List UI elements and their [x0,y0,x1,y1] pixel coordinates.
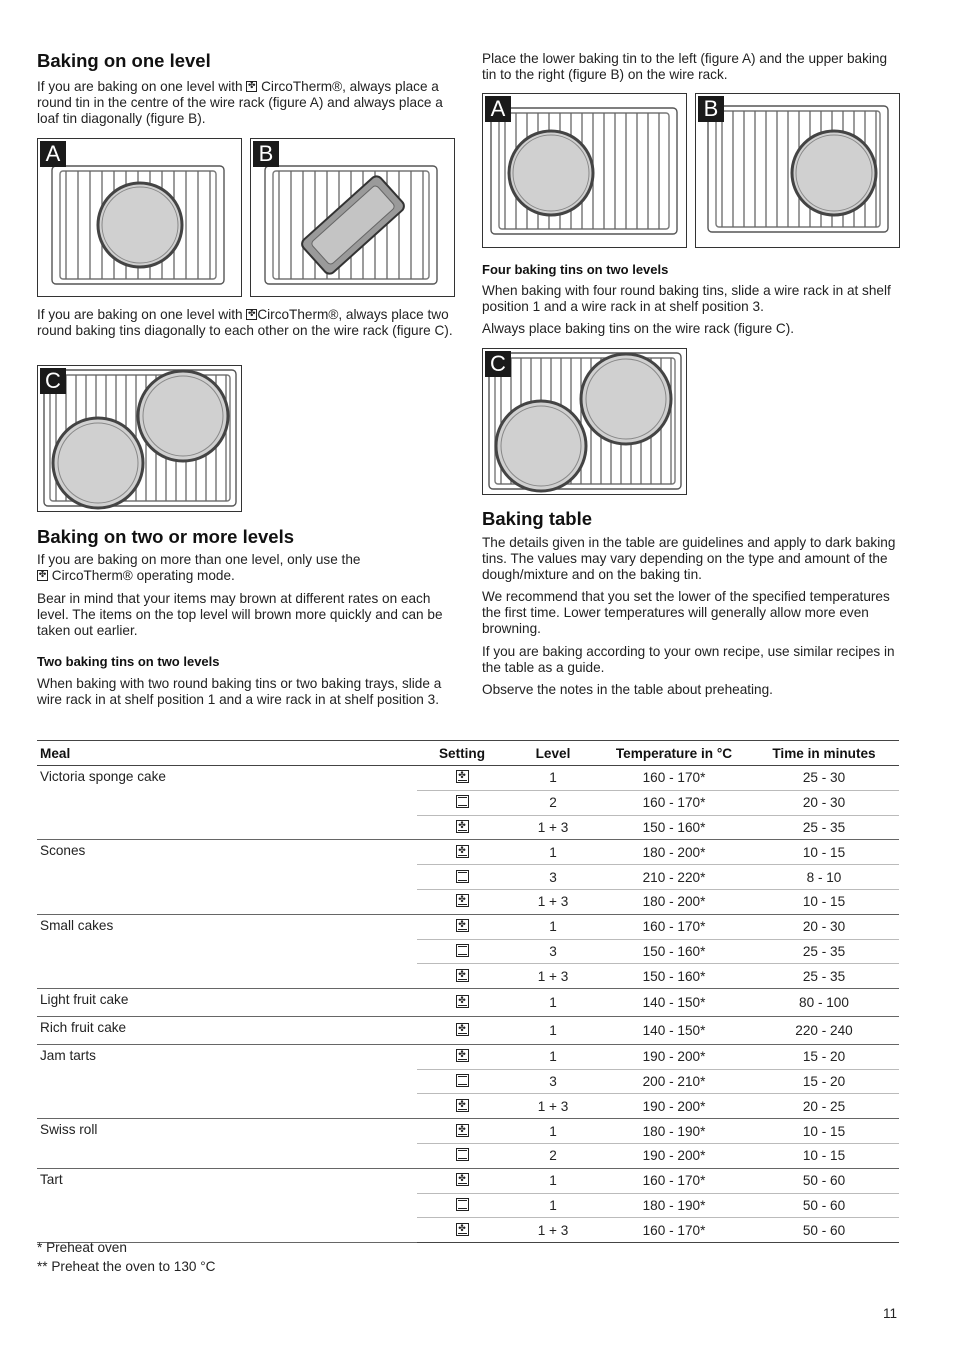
column-header-level: Level [507,741,599,766]
circotherm-icon [456,1223,469,1236]
cell-time: 25 - 35 [749,939,899,964]
figure-c-two-tins-diagonal [482,348,687,495]
paragraph-two-tins-one-level [37,307,455,339]
figure-b-loaf-tin [250,138,455,297]
rack-illustration [483,94,686,247]
circotherm-icon [456,1023,469,1036]
cell-temp: 150 - 160* [599,815,749,840]
circotherm-icon [456,1049,469,1062]
cell-temp: 140 - 150* [599,989,749,1017]
cell-level: 1 [507,1016,599,1044]
column-header-temperature: Temperature in °C [599,741,749,766]
text: CircoTherm®, always place a round tin in the centre of the wire rack (figure A) and always place a loaf tin diagonally (figure B). [37,79,443,127]
cell-level: 1 [507,1119,599,1144]
column-header-setting: Setting [417,741,507,766]
cell-temp: 180 - 190* [599,1119,749,1144]
cell-setting [417,865,507,890]
text: CircoTherm® operating mode. [51,568,235,584]
cell-time: 10 - 15 [749,889,899,914]
cell-temp: 200 - 210* [599,1069,749,1094]
circotherm-icon [456,1124,469,1137]
table-body [37,766,899,1243]
cell-level: 3 [507,1069,599,1094]
cell-setting [417,1069,507,1094]
cell-time: 10 - 15 [749,1119,899,1144]
cell-time: 50 - 60 [749,1168,899,1193]
rack-illustration [38,139,241,296]
table-row [37,1044,899,1069]
rack-illustration [696,94,899,247]
paragraph-lower-temperature: We recommend that you set the lower of the specified temperatures the first time. Lower temperatures will generally allow more even browning. [482,589,890,637]
cell-setting [417,1193,507,1218]
cell-level: 1 [507,989,599,1017]
cell-setting [417,1119,507,1144]
column-header-meal: Meal [37,741,417,766]
cell-time: 10 - 15 [749,840,899,865]
cell-level: 1 + 3 [507,1218,599,1243]
cell-time: 50 - 60 [749,1218,899,1243]
cell-level: 1 [507,1193,599,1218]
paragraph-table-guidelines: The details given in the table are guidelines and apply to dark baking tins. The values may vary depending on the type and amount of the dough/mixture and on the baking tin. [482,535,896,583]
cell-time: 10 - 15 [749,1143,899,1168]
cell-meal: Small cakes [37,914,417,988]
cell-temp: 180 - 200* [599,840,749,865]
circotherm-icon [456,1099,469,1112]
table-row [37,840,899,865]
table-row [37,1016,899,1044]
baking-table [37,740,899,1243]
paragraph-own-recipe: If you are baking according to your own recipe, use similar recipes in the table as a guide. [482,644,895,676]
cell-setting [417,840,507,865]
cell-meal: Jam tarts [37,1044,417,1118]
cell-time: 220 - 240 [749,1016,899,1044]
cell-setting [417,889,507,914]
cell-time: 20 - 30 [749,790,899,815]
rack-illustration [251,139,454,296]
circotherm-icon [456,969,469,982]
cell-level: 1 [507,840,599,865]
cell-time: 50 - 60 [749,1193,899,1218]
circotherm-icon [456,995,469,1008]
table-header-row [37,741,899,766]
circotherm-icon [246,81,257,92]
figure-label-c: C [485,351,511,377]
rack-illustration [38,366,241,511]
cell-setting [417,1094,507,1119]
heading-four-tins-two-levels: Four baking tins on two levels [482,262,669,277]
top-bottom-heating-icon [456,1198,469,1211]
cell-level: 3 [507,939,599,964]
cell-time: 15 - 20 [749,1069,899,1094]
cell-level: 3 [507,865,599,890]
text: If you are baking on one level with [37,79,243,94]
footnote-preheat: * Preheat oven [37,1240,127,1255]
cell-level: 1 [507,1168,599,1193]
cell-temp: 180 - 200* [599,889,749,914]
cell-level: 1 + 3 [507,964,599,989]
cell-setting [417,766,507,791]
cell-meal: Victoria sponge cake [37,766,417,840]
circotherm-icon [246,309,257,320]
circotherm-icon [456,1173,469,1186]
cell-time: 20 - 30 [749,914,899,939]
cell-level: 1 + 3 [507,815,599,840]
top-bottom-heating-icon [456,795,469,808]
circotherm-icon [456,919,469,932]
heading-baking-one-level: Baking on one level [37,50,211,71]
paragraph-place-on-rack: Always place baking tins on the wire rack (figure C). [482,321,795,336]
circotherm-icon [456,770,469,783]
table-row [37,1119,899,1144]
top-bottom-heating-icon [456,870,469,883]
paragraph-lower-upper-tin: Place the lower baking tin to the left (figure A) and the upper baking tin to the right (figure B) on the wire rack. [482,51,888,83]
circotherm-icon [456,894,469,907]
figure-b-upper-tin-right [695,93,900,248]
heading-baking-table: Baking table [482,508,592,529]
cell-time: 25 - 35 [749,815,899,840]
paragraph-two-tins-two-levels: When baking with two round baking tins or two baking trays, slide a wire rack in at shelf position 1 and a wire rack in at shelf position 3. [37,676,442,708]
cell-time: 20 - 25 [749,1094,899,1119]
rack-illustration [483,349,686,494]
footnote-preheat-130: ** Preheat the oven to 130 °C [37,1259,216,1274]
cell-meal: Light fruit cake [37,989,417,1017]
cell-temp: 190 - 200* [599,1143,749,1168]
text: If you are baking on one level with [37,307,243,322]
cell-setting [417,989,507,1017]
figure-label-c: C [40,368,66,394]
cell-meal: Scones [37,840,417,914]
cell-setting [417,914,507,939]
cell-setting [417,939,507,964]
heading-two-tins-two-levels: Two baking tins on two levels [37,654,220,669]
column-header-time: Time in minutes [749,741,899,766]
cell-temp: 180 - 190* [599,1193,749,1218]
text: CircoTherm®, always place two round baking tins diagonally to each other on the wire rack (figure C). [37,307,453,339]
figure-label-a: A [485,96,511,122]
cell-level: 2 [507,790,599,815]
text: If you are baking on more than one level, only use the [37,552,361,567]
figure-a-lower-tin-left [482,93,687,248]
top-bottom-heating-icon [456,944,469,957]
cell-time: 15 - 20 [749,1044,899,1069]
cell-level: 1 + 3 [507,889,599,914]
paragraph-two-levels-intro [37,552,455,584]
cell-level: 1 [507,1044,599,1069]
cell-meal: Swiss roll [37,1119,417,1169]
table-row [37,1168,899,1193]
circotherm-icon [456,845,469,858]
cell-temp: 160 - 170* [599,914,749,939]
figure-a-round-tin [37,138,242,297]
cell-time: 25 - 30 [749,766,899,791]
figure-label-b: B [698,96,724,122]
cell-temp: 190 - 200* [599,1044,749,1069]
cell-time: 8 - 10 [749,865,899,890]
cell-temp: 140 - 150* [599,1016,749,1044]
cell-meal: Tart [37,1168,417,1242]
paragraph-one-level-intro [37,79,455,128]
cell-level: 1 [507,766,599,791]
cell-time: 25 - 35 [749,964,899,989]
paragraph-four-tins: When baking with four round baking tins, slide a wire rack in at shelf position 1 and a wire rack in at shelf position 3. [482,283,891,315]
cell-setting [417,1044,507,1069]
cell-setting [417,1016,507,1044]
figure-label-a: A [40,141,66,167]
cell-level: 1 + 3 [507,1094,599,1119]
top-bottom-heating-icon [456,1074,469,1087]
cell-level: 2 [507,1143,599,1168]
cell-setting [417,964,507,989]
paragraph-preheating-notes: Observe the notes in the table about preheating. [482,682,773,697]
figure-c-two-round-tins [37,365,242,512]
heading-baking-two-levels: Baking on two or more levels [37,526,295,547]
cell-time: 80 - 100 [749,989,899,1017]
cell-temp: 210 - 220* [599,865,749,890]
top-bottom-heating-icon [456,1148,469,1161]
paragraph-browning-rates: Bear in mind that your items may brown at different rates on each level. The items on the top level will brown more quickly and can be taken out earlier. [37,591,443,639]
cell-temp: 150 - 160* [599,939,749,964]
cell-temp: 160 - 170* [599,1168,749,1193]
cell-meal: Rich fruit cake [37,1016,417,1044]
circotherm-icon [456,820,469,833]
cell-setting [417,815,507,840]
cell-setting [417,790,507,815]
table-row [37,766,899,791]
cell-temp: 160 - 170* [599,790,749,815]
circotherm-icon [37,570,48,581]
table-row [37,914,899,939]
cell-setting [417,1168,507,1193]
cell-level: 1 [507,914,599,939]
cell-temp: 160 - 170* [599,766,749,791]
cell-temp: 190 - 200* [599,1094,749,1119]
cell-temp: 160 - 170* [599,1218,749,1243]
page-number: 11 [883,1306,898,1321]
figure-label-b: B [253,141,279,167]
cell-setting [417,1218,507,1243]
cell-setting [417,1143,507,1168]
table-row [37,989,899,1017]
cell-temp: 150 - 160* [599,964,749,989]
